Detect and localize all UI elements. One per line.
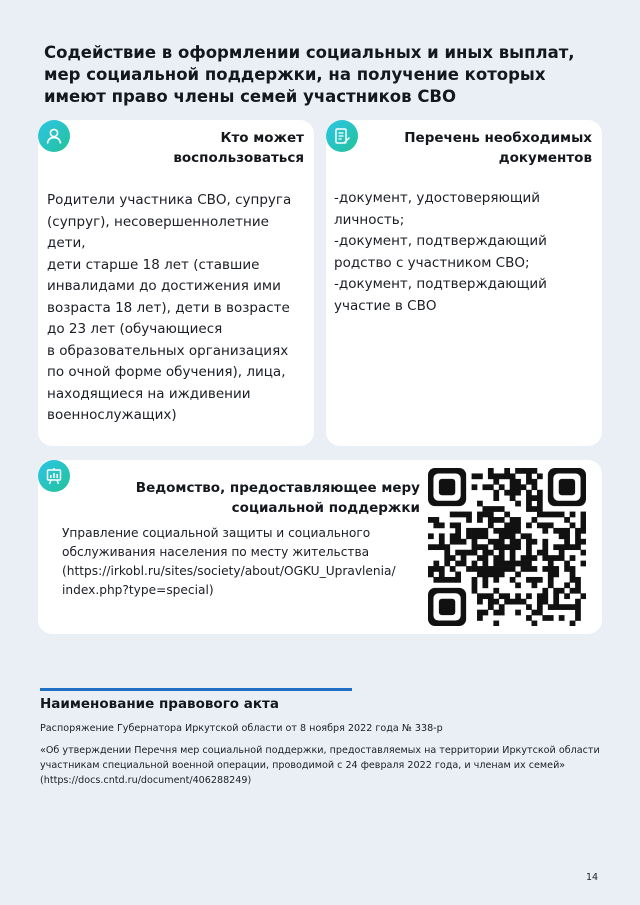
documents-line: -документ, подтверждающий: [334, 276, 547, 292]
who-line: возраста 18 лет), дети в возрасте: [47, 299, 290, 316]
department-text: [62, 524, 402, 600]
department-heading: [136, 478, 420, 518]
page-number: 14: [586, 872, 599, 883]
documents-text: [334, 188, 596, 317]
documents-line: личность;: [334, 211, 405, 228]
department-heading-line: Ведомство, предоставляющее меру: [135, 480, 420, 496]
who-line: по очной форме обучения), лица,: [47, 364, 286, 380]
documents-line: участие в СВО: [334, 297, 437, 314]
who-line: до 23 лет (обучающиеся: [47, 321, 223, 337]
qr-code[interactable]: [428, 468, 586, 626]
department-heading-line: социальной поддержки: [231, 500, 420, 516]
law-title: Наименование правового акта: [40, 696, 279, 712]
department-card: [38, 460, 602, 634]
who-line: Родители участника СВО, супруга: [47, 192, 292, 208]
law-description-line: участникам специальной военной операции, проводимой с 24 февраля 2022 года, и членам их семей»: [40, 760, 566, 771]
page-title: Содействие в оформлении социальных и иных выплат, мер социальной поддержки, на получение которых имеют право члены семей участников СВО: [44, 43, 575, 106]
who-text: [47, 190, 309, 427]
documents-line: родство с участником СВО;: [334, 254, 530, 271]
law-decree: Распоряжение Губернатора Иркутской области от 8 ноября 2022 года № 338-р: [40, 723, 443, 734]
who-heading-line: Кто может: [220, 130, 304, 146]
who-line: в образовательных организациях: [47, 342, 289, 359]
who-line: находящиеся на иждивении: [47, 385, 251, 402]
who-line: дети старше 18 лет (ставшие: [47, 256, 260, 273]
law-description-line: «Об утверждении Перечня мер социальной поддержки, предоставляемых на территории Иркутской области: [40, 745, 600, 756]
department-line[interactable]: index.php?type=special): [62, 583, 214, 597]
documents-heading-line: Перечень необходимых: [404, 130, 592, 146]
documents-card: [326, 120, 602, 446]
who-line: военнослужащих): [47, 407, 177, 423]
person-icon: [38, 120, 70, 152]
who-card: [38, 120, 314, 446]
who-line: (супруг), несовершеннолетние дети,: [47, 213, 269, 251]
law-accent-line: [40, 688, 352, 691]
department-line: обслуживания населения по месту жительства: [62, 545, 370, 559]
who-heading: [173, 128, 304, 168]
who-line: инвалидами до достижения ими: [47, 278, 281, 294]
document-edit-icon: [326, 120, 358, 152]
department-line[interactable]: (https://irkobl.ru/sites/society/about/OGKU_Upravlenia/: [62, 564, 396, 578]
documents-line: -документ, удостоверяющий: [334, 190, 541, 206]
documents-heading-line: документов: [498, 150, 592, 166]
documents-line: -документ, подтверждающий: [334, 233, 547, 249]
who-heading-line: воспользоваться: [173, 150, 304, 166]
department-line: Управление социальной защиты и социального: [62, 526, 371, 540]
presentation-board-icon: [38, 460, 70, 492]
law-link[interactable]: (https://docs.cntd.ru/document/406288249): [40, 775, 252, 786]
documents-heading: [404, 128, 592, 168]
